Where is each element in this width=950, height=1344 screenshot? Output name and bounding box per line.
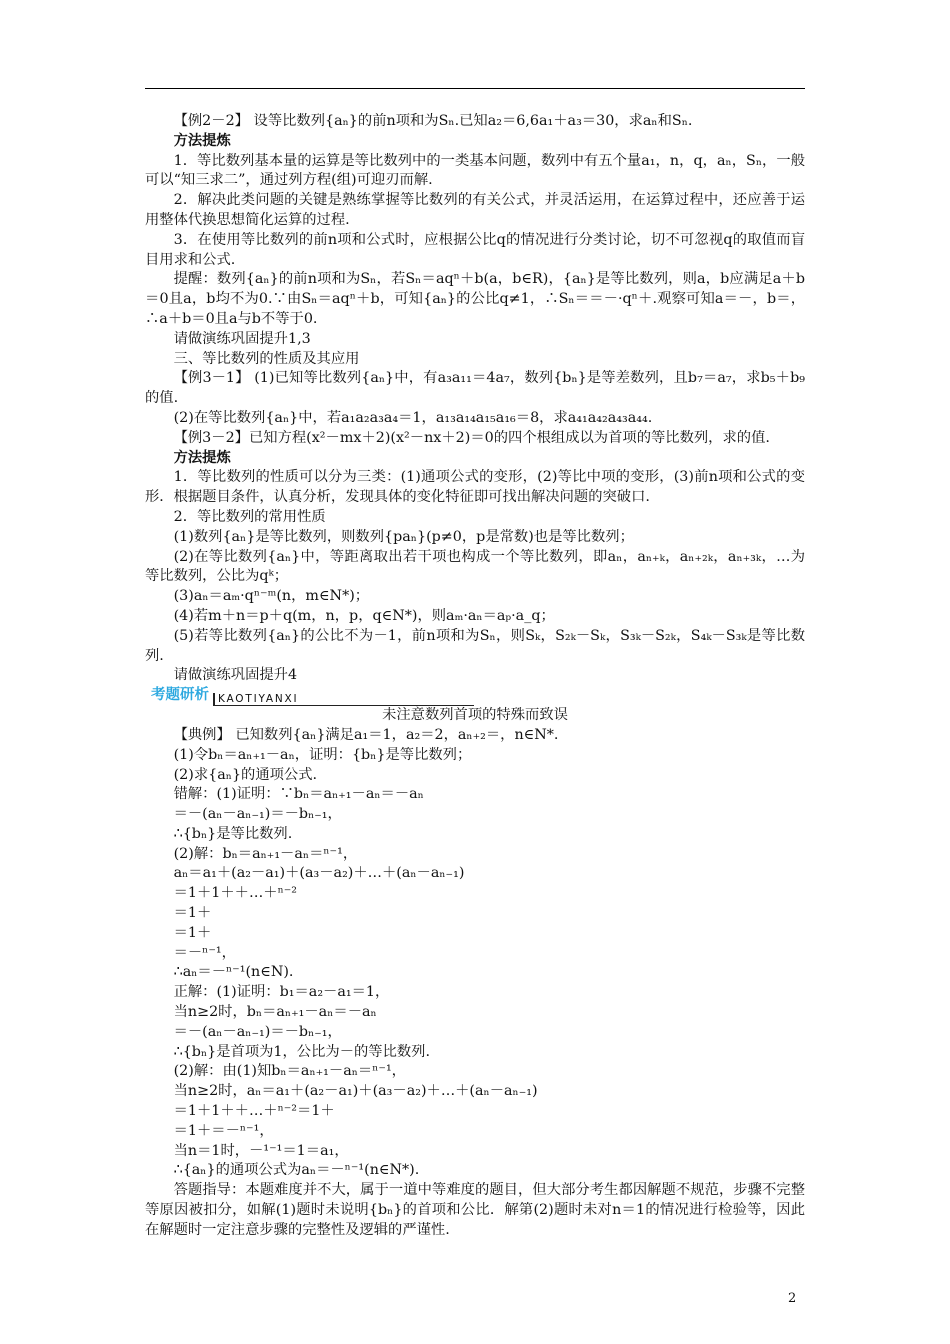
text-line: 正解：(1)证明：b₁＝a₂－a₁＝1，	[173, 984, 390, 1001]
text-line: 方法提炼	[173, 132, 231, 149]
text-line: ＝1＋	[173, 924, 212, 941]
text-line: ＝1＋1＋＋…＋ⁿ⁻²＝1＋	[173, 1103, 335, 1120]
document-body	[145, 112, 805, 1241]
text-line: (2)在等比数列{aₙ}中，若a₁a₂a₃a₄＝1，a₁₃a₁₄a₁₅a₁₆＝8，求a₄₁a₄₂a₄₃a₄₄.	[173, 409, 653, 426]
text-line: 1．等比数列的性质可以分为三类：(1)通项公式的变形，(2)等比中项的变形，(3)前n项和公式的变形．根据题目条件，认真分析，发现具体的变化特征即可找出解决问题的突破口.	[145, 469, 805, 506]
text-line: ∴{bₙ}是等比数列.	[173, 825, 293, 842]
text-line: 请做演练巩固提升1,3	[173, 330, 311, 347]
section-examples	[145, 112, 805, 686]
text-line: 1．等比数列基本量的运算是等比数列中的一类基本问题，数列中有五个量a₁，n，q，aₙ，Sₙ，一般可以“知三求二”，通过列方程(组)可迎刃而解.	[145, 152, 805, 189]
text-line: (4)若m＋n＝p＋q(m，n，p，q∈N*)，则aₘ·aₙ＝aₚ·a_q；	[173, 607, 555, 624]
text-line: ＝1＋1＋＋…＋ⁿ⁻²	[173, 885, 298, 902]
text-line: 三、等比数列的性质及其应用	[173, 350, 360, 367]
text-line: ＝1＋	[173, 905, 212, 922]
header-rule	[145, 88, 805, 89]
text-line: 请做演练巩固提升4	[173, 667, 298, 684]
text-line: ＝1＋＝－ⁿ⁻¹，	[173, 1122, 274, 1139]
text-line: aₙ＝a₁＋(a₂－a₁)＋(a₃－a₂)＋…＋(aₙ－aₙ₋₁)	[173, 865, 465, 882]
text-line: (5)若等比数列{aₙ}的公比不为－1，前n项和为Sₙ，则Sₖ，S₂ₖ－Sₖ，S₃ₖ－S₂ₖ，S₄ₖ－S₃ₖ是等比数列.	[145, 627, 805, 664]
text-line: ∴{bₙ}是首项为1，公比为－的等比数列.	[173, 1043, 431, 1060]
text-line: (3)aₙ＝aₘ·qⁿ⁻ᵐ(n，m∈N*)；	[173, 588, 370, 605]
text-line: ＝－(aₙ－aₙ₋₁)＝－bₙ₋₁，	[173, 806, 342, 823]
text-line: 2．等比数列的常用性质	[173, 508, 326, 525]
text-line: (2)解：bₙ＝aₙ₊₁－aₙ＝ⁿ⁻¹，	[173, 845, 358, 862]
text-line: 3．在使用等比数列的前n项和公式时，应根据公比q的情况进行分类讨论，切不可忽视q的取值而盲目用求和公式.	[145, 231, 805, 268]
text-line: 【例3－2】已知方程(x²－mx＋2)(x²－nx＋2)＝0的四个根组成以为首项的等比数列，求的值.	[173, 429, 770, 446]
text-line: 2．解决此类问题的关键是熟练掌握等比数列的有关公式，并灵活运用，在运算过程中，还应善于运用整体代换思想简化运算的过程.	[145, 192, 805, 228]
text-line: 未注意数列首项的特殊而致误	[382, 707, 568, 724]
kaoti-banner	[151, 686, 805, 706]
text-line: ∴{aₙ}的通项公式为aₙ＝－ⁿ⁻¹(n∈N*).	[173, 1162, 420, 1179]
page-number: 2	[788, 1291, 797, 1306]
text-line: 【例2－2】 设等比数列{aₙ}的前n项和为Sₙ.已知a₂＝6,6a₁＋a₃＝30，求aₙ和Sₙ.	[173, 113, 693, 129]
text-line: ＝－(aₙ－aₙ₋₁)＝－bₙ₋₁，	[173, 1023, 342, 1040]
text-line: (1)令bₙ＝aₙ₊₁－aₙ，证明：{bₙ}是等比数列；	[173, 746, 472, 763]
text-line: (2)解：由(1)知bₙ＝aₙ₊₁－aₙ＝ⁿ⁻¹，	[173, 1063, 406, 1080]
banner-title: 考题研析	[151, 687, 209, 704]
text-line: 当n≥2时，bₙ＝aₙ₊₁－aₙ＝－aₙ	[173, 1004, 377, 1021]
text-line: 当n≥2时，aₙ＝a₁＋(a₂－a₁)＋(a₃－a₂)＋…＋(aₙ－aₙ₋₁)	[173, 1083, 538, 1100]
text-line: (2)在等比数列{aₙ}中，等距离取出若干项也构成一个等比数列，即aₙ，aₙ₊ₖ，aₙ₊₂ₖ，aₙ₊₃ₖ，…为等比数列，公比为qᵏ；	[145, 548, 805, 585]
text-line: 【典例】 已知数列{aₙ}满足a₁＝1，a₂＝2，aₙ₊₂＝，n∈N*.	[173, 726, 559, 743]
text-line: (2)求{aₙ}的通项公式.	[173, 766, 318, 783]
section-typical-example	[145, 706, 805, 1241]
text-line: ＝－ⁿ⁻¹，	[173, 944, 236, 961]
text-line: 当n＝1时，－¹⁻¹＝1＝a₁，	[173, 1142, 349, 1159]
text-line: 【例3－1】 (1)已知等比数列{aₙ}中，有a₃a₁₁＝4a₇，数列{bₙ}是等差数列，且b₇＝a₇，求b₅＋b₉的值.	[145, 370, 805, 407]
text-line: (1)数列{aₙ}是等比数列，则数列{paₙ}(p≠0，p是常数)也是等比数列；	[173, 528, 634, 545]
banner-subtitle: KAOTIYANXI	[213, 693, 304, 706]
text-line: ∴aₙ＝－ⁿ⁻¹(n∈N).	[173, 964, 294, 981]
text-line: 提醒：数列{aₙ}的前n项和为Sₙ，若Sₙ＝aqⁿ＋b(a，b∈R)，{aₙ}是等比数列，则a，b应满足a＋b＝0且a，b均不为0.∵由Sₙ＝aqⁿ＋b，可知{aₙ}的公比q≠1，∴Sₙ＝＝－·qⁿ＋.观察可知a＝－，b＝，∴a＋b＝0且a与b不等于0.	[145, 271, 805, 327]
text-line: 错解：(1)证明：∵bₙ＝aₙ₊₁－aₙ＝－aₙ	[173, 786, 424, 803]
text-line: 答题指导：本题难度并不大，属于一道中等难度的题目，但大部分考生都因解题不规范，步骤不完整等原因被扣分，如解(1)题时未说明{bₙ}的首项和公比．解第(2)题时未对n＝1的情况进行检验等，因此在解题时一定注意步骤的完整性及逻辑的严谨性.	[145, 1182, 805, 1238]
text-line: 方法提炼	[173, 449, 231, 466]
